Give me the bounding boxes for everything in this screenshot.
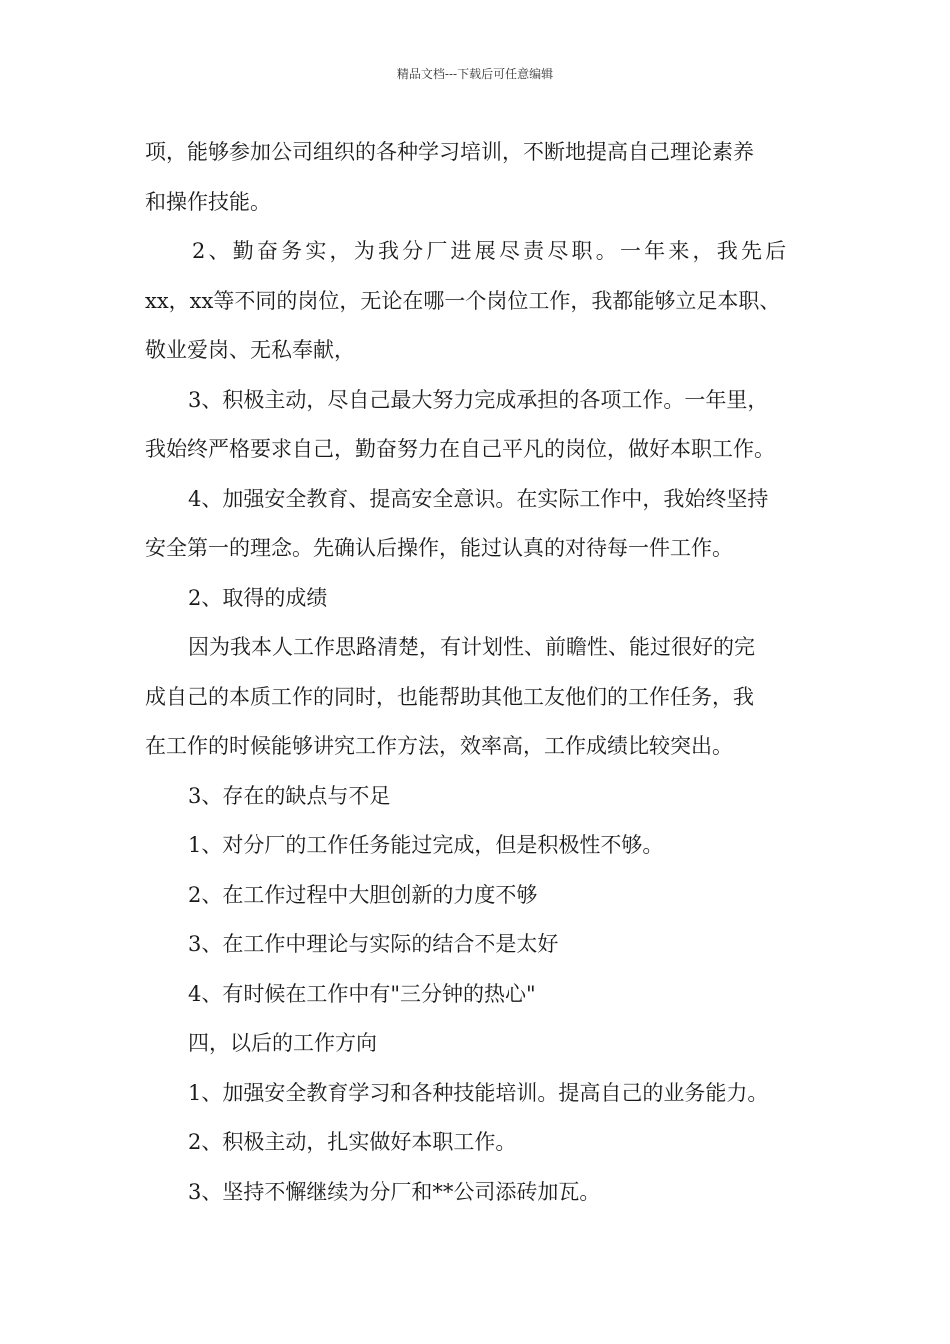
list-item: 1、对分厂的工作任务能过完成，但是积极性不够。 bbox=[188, 833, 664, 857]
list-item: 4、有时候在工作中有"三分钟的热心" bbox=[188, 981, 536, 1006]
list-item: 1、加强安全教育学习和各种技能培训。提高自己的业务能力。 bbox=[188, 1080, 769, 1105]
list-item: 3、坚持不懈继续为分厂和**公司添砖加瓦。 bbox=[188, 1179, 601, 1204]
paragraph-line: 和操作技能。 bbox=[145, 189, 271, 214]
list-item: 2、在工作过程中大胆创新的力度不够 bbox=[188, 882, 538, 907]
paragraph-line: 安全第一的理念。先确认后操作，能过认真的对待每一件工作。 bbox=[145, 536, 733, 560]
paragraph-line: 3、积极主动，尽自己最大努力完成承担的各项工作。一年里， bbox=[188, 387, 769, 412]
paragraph-line: 因为我本人工作思路清楚，有计划性、前瞻性、能过很好的完 bbox=[188, 635, 755, 659]
section-heading: 2、取得的成绩 bbox=[188, 585, 328, 610]
page-header: 精品文档---下载后可任意编辑 bbox=[396, 67, 554, 81]
paragraph-line: 在工作的时候能够讲究工作方法，效率高，工作成绩比较突出。 bbox=[145, 734, 733, 758]
paragraph-line: 成自己的本质工作的同时，也能帮助其他工友他们的工作任务，我 bbox=[145, 684, 754, 709]
paragraph-line: 2、勤奋务实，为我分厂进展尽责尽职。一年来，我先后 bbox=[192, 239, 790, 263]
paragraph-line: 4、加强安全教育、提高安全意识。在实际工作中，我始终坚持 bbox=[188, 486, 769, 511]
section-heading: 四，以后的工作方向 bbox=[188, 1031, 377, 1055]
paragraph-line: xx，xx等不同的岗位，无论在哪一个岗位工作，我都能够立足本职、 bbox=[145, 288, 781, 313]
paragraph-line: 我始终严格要求自己，勤奋努力在自己平凡的岗位，做好本职工作。 bbox=[145, 437, 775, 461]
section-heading: 3、存在的缺点与不足 bbox=[188, 783, 391, 808]
paragraph-line: 项，能够参加公司组织的各种学习培训，不断地提高自己理论素养 bbox=[145, 140, 754, 164]
paragraph-line: 敬业爱岗、无私奉献， bbox=[145, 338, 355, 362]
list-item: 3、在工作中理论与实际的结合不是太好 bbox=[188, 932, 559, 956]
document-body bbox=[145, 128, 810, 1217]
list-item: 2、积极主动，扎实做好本职工作。 bbox=[188, 1130, 517, 1154]
